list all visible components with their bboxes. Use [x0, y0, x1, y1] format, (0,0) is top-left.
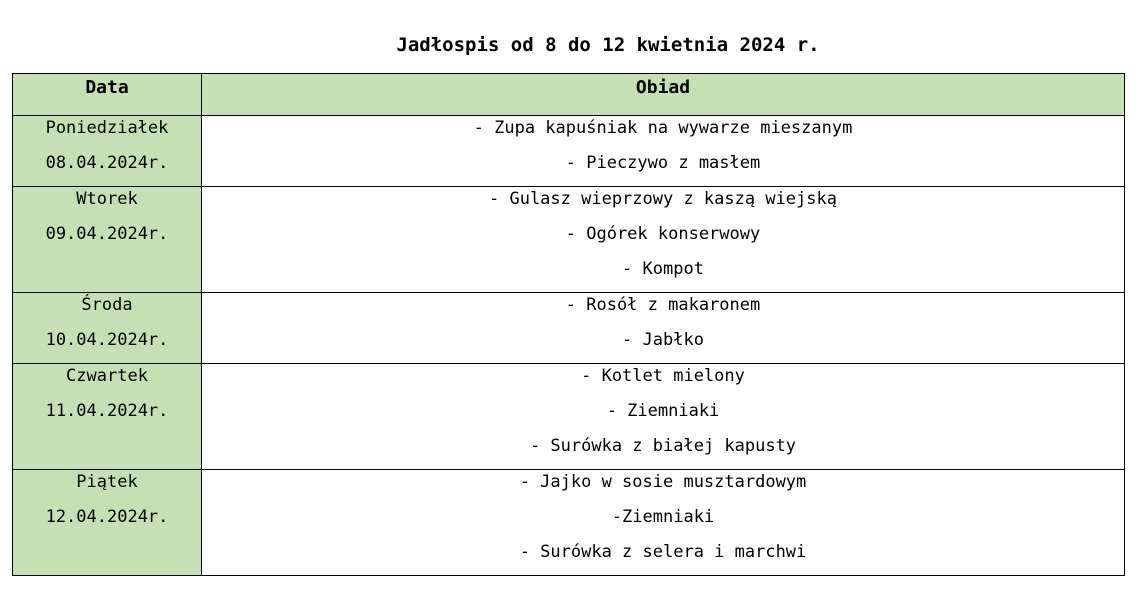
day-date: 08.04.2024r.	[45, 153, 169, 173]
dishes-cell	[202, 470, 1125, 576]
day-name: Czwartek	[66, 366, 148, 386]
dish-item: - Zupa kapuśniak na wywarze mieszanym	[473, 118, 853, 138]
day-date: 12.04.2024r.	[45, 507, 169, 527]
day-name: Piątek	[76, 472, 138, 492]
dishes-cell	[202, 293, 1125, 364]
header-row	[13, 74, 1125, 116]
date-cell	[13, 470, 202, 576]
dish-item: - Rosół z makaronem	[565, 295, 761, 315]
day-name: Środa	[81, 295, 133, 315]
day-date: 09.04.2024r.	[45, 224, 169, 244]
day-name: Wtorek	[76, 189, 138, 209]
dish-item: - Ogórek konserwowy	[565, 224, 761, 244]
dish-item: - Ziemniaki	[606, 401, 720, 421]
dish-item: - Pieczywo z masłem	[565, 153, 761, 173]
table-row	[13, 116, 1125, 187]
day-name: Poniedziałek	[45, 118, 169, 138]
table-row	[13, 470, 1125, 576]
dish-item: - Kompot	[622, 259, 704, 279]
dish-item: - Surówka z białej kapusty	[529, 436, 797, 456]
dishes-cell	[202, 187, 1125, 293]
table-row	[13, 293, 1125, 364]
table-row	[13, 187, 1125, 293]
date-cell	[13, 187, 202, 293]
dishes-cell	[202, 116, 1125, 187]
dish-item: - Gulasz wieprzowy z kaszą wiejską	[489, 189, 837, 209]
menu-table	[12, 73, 1125, 576]
dish-item: - Surówka z selera i marchwi	[519, 542, 807, 562]
day-date: 11.04.2024r.	[45, 401, 169, 421]
dish-item: - Jabłko	[622, 330, 704, 350]
dish-item: -Ziemniaki	[611, 507, 715, 527]
dish-item: - Jajko w sosie musztardowym	[519, 472, 807, 492]
date-cell	[13, 364, 202, 470]
day-date: 10.04.2024r.	[45, 330, 169, 350]
table-row	[13, 364, 1125, 470]
dishes-cell	[202, 364, 1125, 470]
date-cell	[13, 116, 202, 187]
column-header-date: Data	[13, 74, 202, 116]
date-cell	[13, 293, 202, 364]
dish-item: - Kotlet mielony	[581, 366, 745, 386]
menu-title: Jadłospis od 8 do 12 kwietnia 2024 r.	[396, 34, 820, 56]
column-header-lunch: Obiad	[202, 74, 1125, 116]
